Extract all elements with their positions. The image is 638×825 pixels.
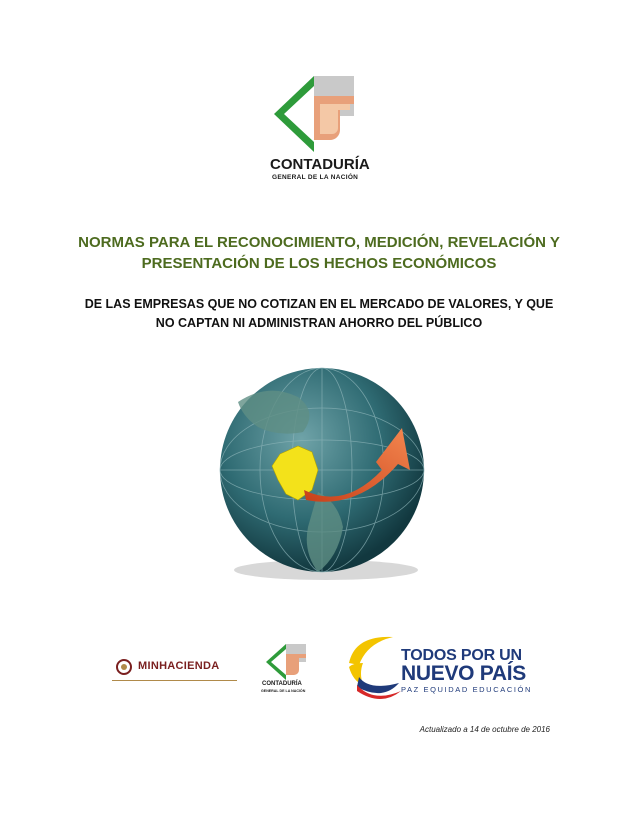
contaduria-emblem-icon: [262, 74, 372, 154]
globe-arrow-icon: [208, 362, 444, 588]
minhacienda-wordmark: MINHACIENDA: [138, 660, 220, 672]
title-line-2: PRESENTACIÓN DE LOS HECHOS ECONÓMICOS: [141, 255, 497, 272]
document-subtitle: [60, 295, 578, 333]
contaduria-small-emblem-icon: [258, 644, 318, 680]
subtitle-line-2: NO CAPTAN NI ADMINISTRAN AHORRO DEL PÚBLICO: [155, 316, 483, 330]
coat-of-arms-icon: [114, 657, 134, 677]
contaduria-small-logo: [258, 644, 318, 696]
todos-line-3: PAZ EQUIDAD EDUCACIÓN: [401, 685, 532, 694]
title-line-1: NORMAS PARA EL RECONOCIMIENTO, MEDICIÓN, REVELACIÓN Y: [78, 234, 560, 251]
todos-line-1: TODOS POR UN: [401, 647, 522, 664]
todos-line-2: NUEVO PAÍS: [401, 662, 526, 685]
contaduria-wordmark: CONTADURÍA: [270, 156, 370, 173]
minhacienda-underline: [112, 680, 237, 681]
globe-illustration: [208, 362, 444, 588]
colombia-swoosh-icon: [345, 633, 401, 701]
document-title: [60, 232, 578, 274]
contaduria-small-wordmark: CONTADURÍA: [262, 681, 302, 687]
contaduria-logo: [262, 74, 372, 189]
todos-por-un-nuevo-pais-logo: [345, 633, 535, 701]
contaduria-subwordmark: GENERAL DE LA NACIÓN: [272, 174, 359, 181]
updated-date-note: Actualizado a 14 de octubre de 2016: [419, 725, 550, 734]
contaduria-small-subwordmark: GENERAL DE LA NACIÓN: [261, 689, 306, 693]
minhacienda-logo: [112, 656, 237, 686]
subtitle-line-1: DE LAS EMPRESAS QUE NO COTIZAN EN EL MERCADO DE VALORES, Y QUE: [84, 297, 554, 311]
